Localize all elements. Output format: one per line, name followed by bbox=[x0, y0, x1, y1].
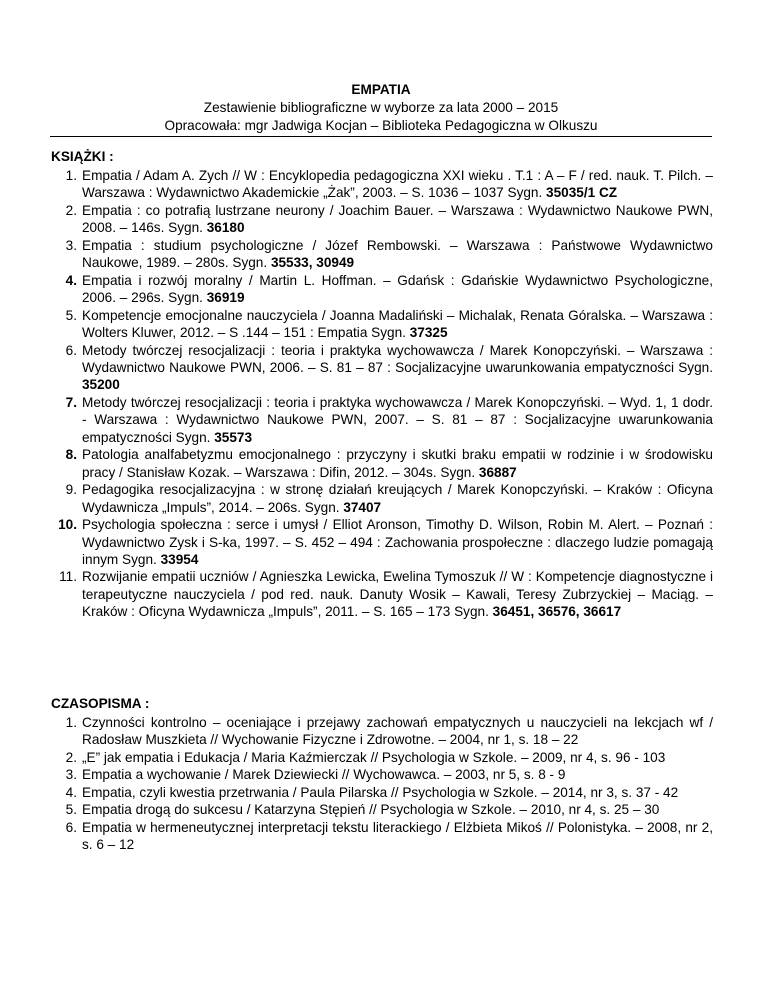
book-entry-9 bbox=[51, 481, 713, 516]
document-title: EMPATIA bbox=[351, 82, 411, 97]
journals-heading: CZASOPISMA : bbox=[51, 696, 150, 711]
book-entry-2 bbox=[51, 202, 713, 237]
book-entry-4 bbox=[51, 272, 713, 307]
entry-signature: 36180 bbox=[206, 220, 245, 236]
entry-signature: 35200 bbox=[82, 377, 120, 393]
entry-number: 4. bbox=[65, 272, 77, 288]
document-author: Opracowała: mgr Jadwiga Kocjan – Biblioteka Pedagogiczna w Olkuszu bbox=[164, 118, 598, 133]
document-subtitle: Zestawienie bibliograficzne w wyborze za lata 2000 – 2015 bbox=[203, 100, 559, 115]
entry-signature: 33954 bbox=[160, 551, 199, 567]
journal-entry-1 bbox=[51, 714, 713, 749]
entry-text: Empatia : co potrafią lustrzane neurony / Joachim Bauer. – Warszawa : Wydawnictwo Naukowe PWN, 2008. – 146s. Sygn. bbox=[82, 202, 713, 236]
journal-entry-5 bbox=[51, 801, 713, 818]
journal-entry-6 bbox=[51, 819, 713, 854]
book-entry-7 bbox=[51, 394, 713, 446]
entry-number: 3. bbox=[65, 237, 77, 253]
entry-signature: 35035/1 CZ bbox=[546, 185, 618, 201]
entry-number: 2. bbox=[65, 749, 77, 765]
entry-signature: 35533, 30949 bbox=[270, 255, 355, 271]
entry-text: Empatia, czyli kwestia przetrwania / Paula Pilarska // Psychologia w Szkole. – 2014, nr 3, s. 37 - 42 bbox=[82, 784, 679, 800]
entry-number: 4. bbox=[65, 784, 77, 800]
entry-text: Empatia / Adam A. Zych // W : Encyklopedia pedagogiczna XXI wieku . T.1 : A – F / red. nauk. T. Pilch. – Warszawa : Wydawnictwo Akademickie „Żak”, 2003. – S. 1036 – 1037 Sygn. bbox=[82, 168, 713, 201]
journal-entry-4 bbox=[51, 784, 713, 801]
entry-number: 11. bbox=[59, 569, 77, 585]
book-entry-6 bbox=[51, 342, 713, 394]
book-entry-11 bbox=[51, 568, 713, 620]
book-entry-10 bbox=[51, 516, 713, 568]
entry-text: Rozwijanie empatii uczniów / Agnieszka Lewicka, Ewelina Tymoszuk // W : Kompetencje diagnostyczne i terapeutyczne nauczyciela / pod red. nauk. Danuty Wosik – Kawali, Teresy Zubrzyckiej – Maciąg. – Kraków : Oficyna Wydawnicza „Impuls”, 2011. – S. 165 – 173 Sygn. bbox=[82, 569, 713, 620]
entry-number: 2. bbox=[65, 202, 77, 218]
entry-signature: 35573 bbox=[214, 429, 253, 445]
entry-signature: 37407 bbox=[343, 499, 382, 515]
journals-list bbox=[51, 714, 713, 854]
entry-text: Psychologia społeczna : serce i umysł / Elliot Aronson, Timothy D. Wilson, Robin M. Alert. – Poznań : Wydawnictwo Zysk i S-ka, 1997. – S. 452 – 494 : Zachowania prospołeczne : dlaczego ludzie pomagają innym Sygn. bbox=[82, 517, 713, 567]
entry-number: 9. bbox=[65, 482, 77, 498]
entry-number: 10. bbox=[58, 517, 77, 533]
entry-number: 6. bbox=[65, 819, 77, 835]
book-entry-3 bbox=[51, 237, 713, 272]
entry-signature: 36919 bbox=[206, 290, 245, 306]
entry-text: Empatia a wychowanie / Marek Dziewiecki // Wychowawca. – 2003, nr 5, s. 8 - 9 bbox=[82, 767, 566, 783]
entry-number: 5. bbox=[65, 802, 77, 818]
entry-text: Empatia i rozwój moralny / Martin L. Hoffman. – Gdańsk : Gdańskie Wydawnictwo Psychologiczne, 2006. – 296s. Sygn. bbox=[82, 272, 713, 306]
entry-text: Metody twórczej resocjalizacji : teoria i praktyka wychowawcza / Marek Konopczyński. – Warszawa : Wydawnictwo Naukowe PWN, 2006. – S. 81 – 87 : Socjalizacyjne uwarunkowania empatyczności Sygn. bbox=[82, 342, 713, 375]
entry-text: Metody twórczej resocjalizacji : teoria i praktyka wychowawcza / Marek Konopczyński. – Wyd. 1, 1 dodr. - Warszawa : Wydawnictwo Naukowe PWN, 2007. – S. 81 – 87 : Socjalizacyjne uwarunkowania empatyczności Sygn. bbox=[82, 394, 713, 445]
book-entry-8 bbox=[51, 446, 713, 481]
entry-number: 8. bbox=[65, 447, 77, 463]
entry-number: 1. bbox=[65, 715, 77, 730]
journal-entry-3 bbox=[51, 766, 713, 783]
journal-entry-2 bbox=[51, 749, 713, 766]
entry-number: 5. bbox=[65, 307, 77, 323]
entry-text: Patologia analfabetyzmu emocjonalnego : przyczyny i skutki braku empatii w rodzinie i w środowisku pracy / Stanisław Kozak. – Warszawa : Difin, 2012. – 304s. Sygn. bbox=[82, 447, 713, 480]
entry-number: 6. bbox=[65, 342, 77, 358]
entry-number: 7. bbox=[65, 394, 77, 410]
entry-text: „E” jak empatia i Edukacja / Maria Kaźmierczak // Psychologia w Szkole. – 2009, nr 4, s. 96 - 103 bbox=[82, 749, 666, 765]
entry-text: Pedagogika resocjalizacyjna : w stronę działań kreujących / Marek Konopczyński. – Kraków : Oficyna Wydawnicza „Impuls”, 2014. – 206s. Sygn. bbox=[82, 482, 713, 515]
entry-text: Czynności kontrolno – oceniające i przejawy zachowań empatycznych u nauczycieli na lekcjach wf / Radosław Muszkieta // Wychowanie Fizyczne i Zdrowotne. – 2004, nr 1, s. 18 – 22 bbox=[82, 715, 713, 748]
entry-text: Empatia : studium psychologiczne / Józef Rembowski. – Warszawa : Państwowe Wydawnictwo Naukowe, 1989. – 280s. Sygn. bbox=[82, 237, 713, 271]
entry-text: Empatia w hermeneutycznej interpretacji tekstu literackiego / Elżbieta Mikoś // Polonistyka. – 2008, nr 2, s. 6 – 12 bbox=[82, 819, 713, 853]
book-entry-5 bbox=[51, 307, 713, 342]
entry-signature: 37325 bbox=[409, 325, 448, 341]
entry-signature: 36451, 36576, 36617 bbox=[492, 604, 622, 620]
books-heading: KSIĄŻKI : bbox=[51, 149, 114, 164]
entry-text: Empatia drogą do sukcesu / Katarzyna Stępień // Psychologia w Szkole. – 2010, nr 4, s. 25 – 30 bbox=[82, 802, 660, 818]
entry-number: 1. bbox=[65, 168, 77, 183]
book-entry-1 bbox=[51, 167, 713, 202]
header-divider bbox=[50, 136, 712, 137]
books-list bbox=[51, 167, 713, 621]
entry-text: Kompetencje emocjonalne nauczyciela / Joanna Madaliński – Michalak, Renata Góralska. – Warszawa : Wolters Kluwer, 2012. – S .144 – 151 : Empatia Sygn. bbox=[82, 307, 713, 341]
document-header bbox=[50, 81, 712, 135]
entry-signature: 36887 bbox=[478, 464, 517, 480]
entry-number: 3. bbox=[65, 767, 77, 783]
